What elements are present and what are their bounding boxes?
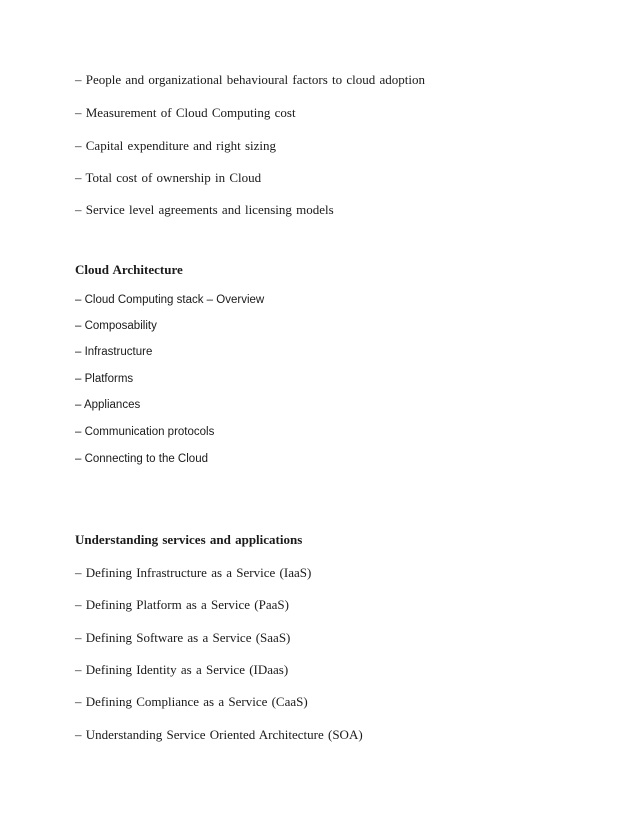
- list-item: – People and organizational behavioural factors to cloud adoption: [75, 72, 425, 87]
- list-item: – Defining Compliance as a Service (CaaS): [75, 694, 308, 709]
- list-item: – Capital expenditure and right sizing: [75, 138, 277, 153]
- list-item: – Cloud Computing stack – Overview: [75, 294, 265, 306]
- list-item: – Defining Identity as a Service (IDaas): [75, 662, 289, 677]
- list-item: – Defining Software as a Service (SaaS): [75, 630, 291, 645]
- list-item: – Total cost of ownership in Cloud: [75, 170, 262, 185]
- list-item: – Connecting to the Cloud: [75, 453, 208, 465]
- list-item: – Defining Platform as a Service (PaaS): [75, 597, 289, 612]
- list-item: – Understanding Service Oriented Architecture (SOA): [75, 727, 363, 742]
- list-item: – Measurement of Cloud Computing cost: [75, 105, 296, 120]
- section-heading-understanding-services: Understanding services and applications: [75, 532, 303, 547]
- list-item: – Appliances: [75, 399, 141, 411]
- list-item: – Infrastructure: [75, 346, 153, 358]
- list-item: – Communication protocols: [75, 426, 215, 438]
- section-heading-cloud-architecture: Cloud Architecture: [75, 262, 183, 277]
- list-item: – Defining Infrastructure as a Service (IaaS): [75, 565, 312, 580]
- list-item: – Platforms: [75, 373, 134, 385]
- list-item: – Service level agreements and licensing models: [75, 202, 334, 217]
- list-item: – Composability: [75, 320, 157, 332]
